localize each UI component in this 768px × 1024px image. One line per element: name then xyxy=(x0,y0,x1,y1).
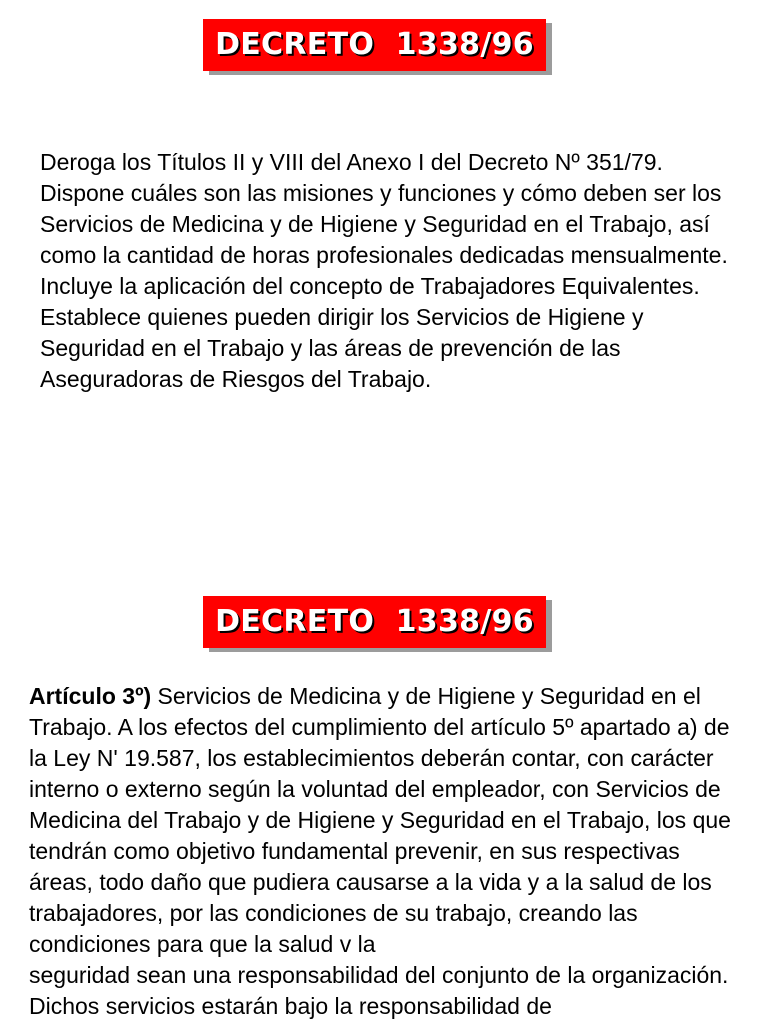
summary-paragraph: Deroga los Títulos II y VIII del Anexo I del Decreto Nº 351/79. xyxy=(40,149,663,175)
decree-title-banner xyxy=(203,596,546,648)
article-continuation: seguridad sean una responsabilidad del conjunto de la organización. Dichos servicios estarán bajo la responsabilidad de xyxy=(29,962,729,1019)
decree-title: DECRETO 1338/96 xyxy=(215,27,534,62)
decree-title-banner xyxy=(203,19,546,71)
article-body: Servicios de Medicina y de Higiene y Seguridad en el Trabajo. A los efectos del cumplimiento del artículo 5º apartado a) de la Ley N' 19.587, los establecimientos deberán contar, con carácter interno o externo según la voluntad del empleador, con Servicios de Medicina del Trabajo y de Higiene y Seguridad en el Trabajo, los que tendrán como objetivo fundamental prevenir, en sus respectivas áreas, todo daño que pudiera causarse a la vida y a la salud de los trabajadores, por las condiciones de su trabajo, creando las condiciones para que la salud v la xyxy=(29,683,731,957)
summary-paragraph: Incluye la aplicación del concepto de Trabajadores Equivalentes. xyxy=(40,273,700,299)
article-heading: Artículo 3º) xyxy=(29,683,152,709)
decree-title: DECRETO 1338/96 xyxy=(215,604,534,639)
decree-summary xyxy=(40,147,730,395)
summary-paragraph: Dispone cuáles son las misiones y funciones y cómo deben ser los Servicios de Medicina y de Higiene y Seguridad en el Trabajo, así como la cantidad de horas profesionales dedicadas mensualmente. xyxy=(40,180,728,268)
article-paragraph xyxy=(29,681,741,960)
article-3-section xyxy=(29,681,741,1022)
summary-paragraph: Establece quienes pueden dirigir los Servicios de Higiene y Seguridad en el Trabajo y las áreas de prevención de las Aseguradoras de Riesgos del Trabajo. xyxy=(40,304,644,392)
